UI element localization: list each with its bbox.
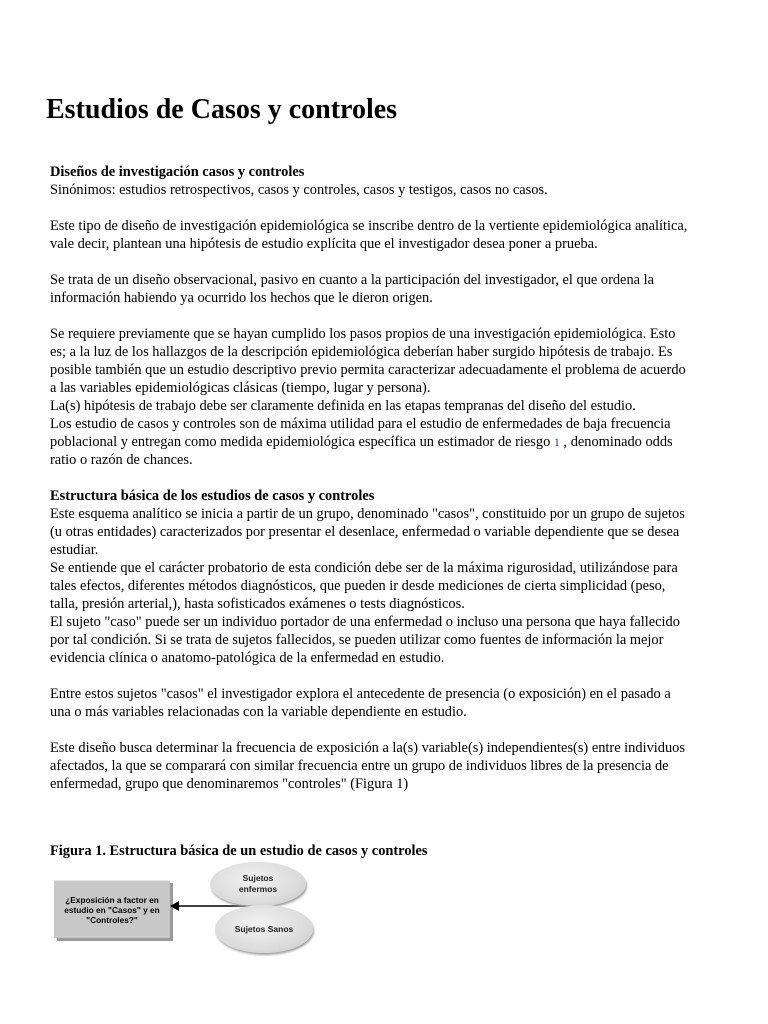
figure-ellipse-sick	[210, 862, 306, 906]
paragraph-case-subject: El sujeto "caso" puede ser un individuo portador de una enfermedad o incluso una persona que haya fallecido por tal condición. Si se trata de sujetos fallecidos, se pueden utilizar como fuentes de información la mejor evidencia clínica o anatomo-patológica de la enfermedad en estudio.	[50, 614, 680, 666]
paragraph-rigor: Se entiende que el carácter probatorio de esta condición debe ser de la máxima rigurosidad, utilizándose para tales efectos, diferentes métodos diagnósticos, que pueden ir desde mediciones de cierta simplicidad (peso, talla, presión arterial,), hasta sofisticados exámenes o tests diagnósticos.	[50, 560, 678, 612]
document-body	[50, 163, 690, 811]
figure-ellipse-sick-label: Sujetos enfermos	[238, 873, 278, 894]
paragraph-hypothesis-definition: La(s) hipótesis de trabajo debe ser claramente definida en las etapas tempranas del diseño del estudio.	[50, 398, 636, 414]
section-structure	[50, 487, 690, 667]
paragraph-odds-ratio: , denominado odds ratio o razón de chances.	[50, 434, 673, 468]
paragraph-hypothesis	[50, 325, 690, 469]
paragraph-frequency: Este diseño busca determinar la frecuencia de exposición a la(s) variable(s) independientes(s) entre individuos afectados, la que se comparará con similar frecuencia entre un grupo de individuos libres de la presencia de enfermedad, grupo que denominaremos "controles" (Figura 1)	[50, 740, 685, 792]
figure-ellipse-healthy	[215, 905, 313, 953]
paragraph-cases-group: Este esquema analítico se inicia a partir de un grupo, denominado "casos", constituido por un grupo de sujetos (u otras entidades) caracterizados por presentar el desenlace, enfermedad o variable dependiente que se desea estudiar.	[50, 506, 685, 558]
section-heading-designs: Diseños de investigación casos y controles	[50, 164, 305, 180]
paragraph-observational: Se trata de un diseño observacional, pasivo en cuanto a la participación del investigador, el que ordena la información habiendo ya ocurrido los hechos que le dieron origen.	[50, 272, 655, 306]
figure-exposure-box	[54, 880, 170, 938]
synonyms-text: Sinónimos: estudios retrospectivos, casos y controles, casos y testigos, casos no casos.	[50, 182, 548, 198]
paragraph-prerequisites: Se requiere previamente que se hayan cumplido los pasos propios de una investigación epidemiológica. Esto es; a la luz de los hallazgos de la descripción epidemiológica deberían haber surgido hipótesis de trabajo. Es posible también que un estudio descriptivo previo permita caracterizar adecuadamente el problema de acuerdo a las variables epidemiológicas clásicas (tiempo, lugar y persona).	[50, 326, 686, 396]
figure-title: Figura 1. Estructura básica de un estudio de casos y controles	[50, 843, 428, 859]
section-heading-structure: Estructura básica de los estudios de casos y controles	[50, 488, 375, 504]
paragraph-analytic: Este tipo de diseño de investigación epidemiológica se inscribe dentro de la vertiente epidemiológica analítica, vale decir, plantean una hipótesis de estudio explícita que el investigador desea poner a prueba.	[50, 218, 688, 252]
page-title: Estudios de Casos y controles	[46, 94, 398, 125]
paragraph-utility: Los estudio de casos y controles son de máxima utilidad para el estudio de enfermedades de baja frecuencia poblacional y entregan como medida epidemiológica específica un estimador de riesgo	[50, 416, 671, 450]
section-intro	[50, 163, 690, 199]
footnote-link[interactable]: 1	[553, 435, 560, 449]
figure-ellipse-healthy-label: Sujetos Sanos	[234, 923, 294, 934]
paragraph-exposure: Entre estos sujetos "casos" el investigador explora el antecedente de presencia (o exposición) en el pasado a una o más variables relacionadas con la variable dependiente en estudio.	[50, 686, 671, 720]
figure-exposure-text: ¿Exposición a factor en estudio en "Casos" y en "Controles?"	[64, 894, 160, 925]
